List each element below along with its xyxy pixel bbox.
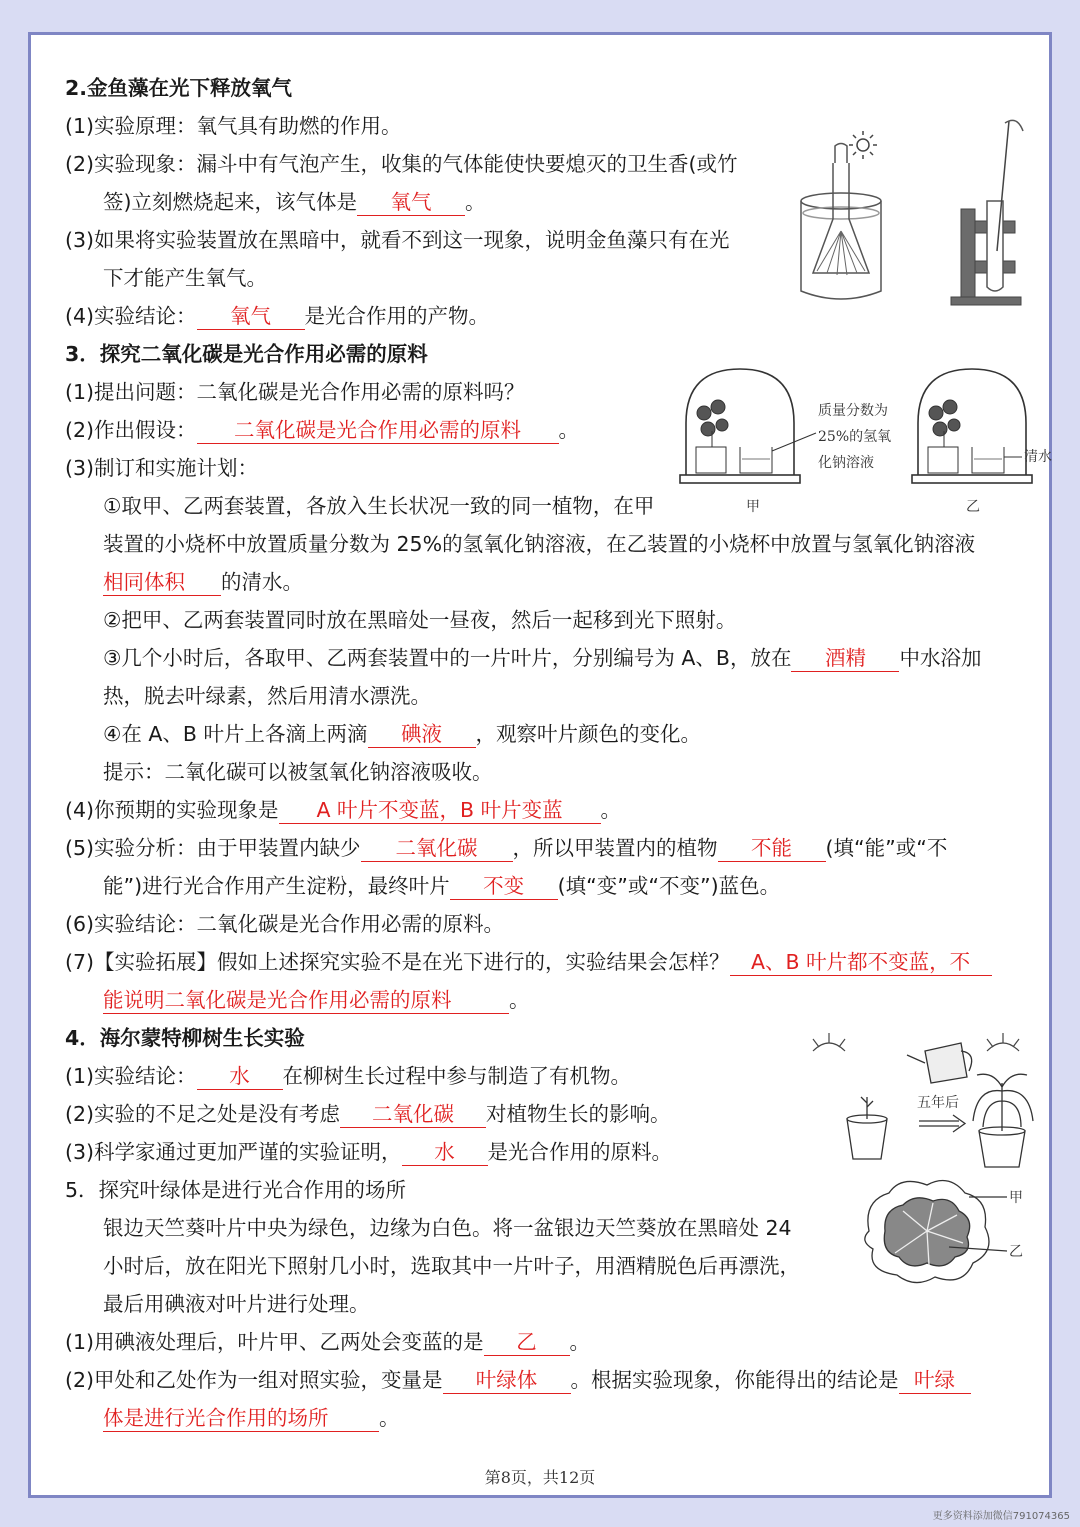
answer-conclusion-2: 体是进行光合作用的场所 bbox=[103, 1405, 379, 1432]
answer-oxygen-2: 氧气 bbox=[197, 303, 305, 330]
s3-conclusion: (6)实验结论：二氧化碳是光合作用必需的原料。 bbox=[65, 912, 505, 936]
sun-icon bbox=[849, 131, 877, 159]
answer-conclusion-1: 叶绿 bbox=[899, 1367, 971, 1394]
text: (填“能”或“不 bbox=[825, 836, 948, 860]
leaf-jia-label: 甲 bbox=[1009, 1190, 1023, 1206]
sunlight-icon bbox=[813, 1033, 1019, 1051]
s5-text-2: 小时后，放在阳光下照射几小时，选取其中一片叶子，用酒精脱色后再漂洗， bbox=[103, 1254, 800, 1278]
answer-hypothesis: 二氧化碳是光合作用必需的原料 bbox=[197, 417, 559, 444]
text: 的清水。 bbox=[221, 570, 303, 594]
text: ③几个小时后，各取甲、乙两套装置中的一片叶片，分别编号为 A、B，放在 bbox=[103, 646, 792, 670]
text: (2)作出假设： bbox=[65, 418, 197, 442]
fig-yi-label: 乙 bbox=[966, 499, 980, 515]
figure-hornwort-apparatus bbox=[791, 101, 1021, 311]
section-4-title: 4．海尔蒙特柳树生长实验 bbox=[65, 1026, 305, 1050]
text: (4)实验结论： bbox=[65, 304, 197, 328]
s3-step3-a bbox=[65, 639, 1015, 677]
answer-alcohol: 酒精 bbox=[791, 645, 899, 672]
text: 。 bbox=[509, 988, 530, 1012]
text: (3)科学家通过更加严谨的实验证明， bbox=[65, 1140, 402, 1164]
text: 。根据实验现象，你能得出的结论是 bbox=[570, 1368, 899, 1392]
s3-tip: 提示：二氧化碳可以被氢氧化钠溶液吸收。 bbox=[103, 760, 493, 784]
leaf-icon bbox=[865, 1181, 1007, 1283]
s2-principle: (1)实验原理：氧气具有助燃的作用。 bbox=[65, 114, 402, 138]
beaker-icon bbox=[801, 144, 881, 300]
text: 在柳树生长过程中参与制造了有机物。 bbox=[282, 1064, 632, 1088]
s3-step1-c bbox=[65, 563, 1015, 601]
figure-geranium-leaf bbox=[849, 1171, 1023, 1291]
text: (2)实验的不足之处是没有考虑 bbox=[65, 1102, 341, 1126]
text: (4)你预期的实验现象是 bbox=[65, 798, 279, 822]
s5-text-1: 银边天竺葵叶片中央为绿色，边缘为白色。将一盆银边天竺葵放在黑暗处 24 bbox=[103, 1216, 792, 1240]
section-2-title: 2.金鱼藻在光下释放氧气 bbox=[65, 76, 293, 100]
text: (1)用碘液处理后，叶片甲、乙两处会变蓝的是 bbox=[65, 1330, 484, 1354]
text: 中水浴加 bbox=[899, 646, 982, 670]
watering-can-icon bbox=[907, 1043, 972, 1083]
small-beaker-yi-icon bbox=[972, 447, 1022, 473]
test-tube-stand-icon bbox=[951, 209, 1021, 305]
fig-water-label: 清水 bbox=[1024, 449, 1052, 465]
answer-water-2: 水 bbox=[402, 1139, 488, 1166]
text: 对植物生长的影响。 bbox=[486, 1102, 671, 1126]
answer-co2-2: 二氧化碳 bbox=[340, 1101, 486, 1128]
text: 。 bbox=[379, 1406, 400, 1430]
answer-cannot: 不能 bbox=[718, 835, 826, 862]
text: (2)甲处和乙处作为一组对照实验，变量是 bbox=[65, 1368, 443, 1392]
s3-step3-b: 热，脱去叶绿素，然后用清水漂洗。 bbox=[103, 684, 431, 708]
text: 。 bbox=[558, 418, 580, 442]
answer-yi: 乙 bbox=[484, 1329, 570, 1356]
s3-plan: (3)制订和实施计划： bbox=[65, 456, 259, 480]
text: (7)【实验拓展】假如上述探究实验不是在光下进行的，实验结果会怎样？ bbox=[65, 950, 730, 974]
page-number: 第8页，共12页 bbox=[484, 1468, 596, 1487]
answer-water: 水 bbox=[197, 1063, 283, 1090]
leaf-yi-label: 乙 bbox=[1009, 1244, 1023, 1260]
willow-pot-icon bbox=[973, 1074, 1033, 1167]
s5-q2-b bbox=[65, 1399, 1015, 1437]
figure-willow bbox=[807, 1031, 1037, 1171]
s2-phenomenon-a: (2)实验现象：漏斗中有气泡产生，收集的气体能使快要熄灭的卫生香(或竹 bbox=[65, 152, 738, 176]
s3-analysis-a bbox=[65, 829, 1015, 867]
answer-extension-1: A、B 叶片都不变蓝，不 bbox=[730, 949, 992, 976]
s3-analysis-b bbox=[65, 867, 1015, 905]
text: 是光合作用的原料。 bbox=[487, 1140, 673, 1164]
s2-dark-a: (3)如果将实验装置放在黑暗中，就看不到这一现象，说明金鱼藻只有在光 bbox=[65, 228, 730, 252]
worksheet-page bbox=[28, 32, 1052, 1498]
text: (5)实验分析：由于甲装置内缺少 bbox=[65, 836, 361, 860]
text: 能”)进行光合作用产生淀粉，最终叶片 bbox=[103, 874, 450, 898]
section-5-title: 5．探究叶绿体是进行光合作用的场所 bbox=[65, 1178, 407, 1202]
fig-jia-label: 甲 bbox=[746, 499, 760, 515]
hornwort-plant-icon bbox=[817, 231, 865, 275]
text: (1)实验结论： bbox=[65, 1064, 197, 1088]
answer-chloroplast: 叶绿体 bbox=[443, 1367, 571, 1394]
plant-jia-icon bbox=[696, 400, 728, 473]
text: 。 bbox=[569, 1330, 591, 1354]
answer-oxygen: 氧气 bbox=[357, 189, 465, 216]
fig-label-2: 25%的氢氧 bbox=[818, 429, 892, 445]
answer-co2: 二氧化碳 bbox=[361, 835, 513, 862]
text: 是光合作用的产物。 bbox=[304, 304, 490, 328]
s3-expected bbox=[65, 791, 1015, 829]
answer-iodine: 碘液 bbox=[368, 721, 476, 748]
text: 。 bbox=[465, 190, 486, 214]
five-years-label: 五年后 bbox=[917, 1095, 959, 1111]
answer-extension-2: 能说明二氧化碳是光合作用必需的原料 bbox=[103, 987, 509, 1014]
fig-label-1: 质量分数为 bbox=[818, 403, 888, 419]
s3-extension-a bbox=[65, 943, 1015, 981]
text: ④在 A、B 叶片上各滴上两滴 bbox=[103, 722, 368, 746]
s3-step1-a: ①取甲、乙两套装置，各放入生长状况一致的同一植物，在甲 bbox=[103, 494, 655, 518]
text: (填“变”或“不变”)蓝色。 bbox=[557, 874, 781, 898]
s3-step1-b: 装置的小烧杯中放置质量分数为 25%的氢氧化钠溶液，在乙装置的小烧杯中放置与氢氧化钠溶液 bbox=[103, 532, 976, 556]
text: 。 bbox=[600, 798, 622, 822]
s2-dark-b: 下才能产生氧气。 bbox=[103, 266, 267, 290]
answer-unchanged: 不变 bbox=[450, 873, 558, 900]
s3-step4 bbox=[65, 715, 1015, 753]
s3-question: (1)提出问题：二氧化碳是光合作用必需的原料吗？ bbox=[65, 380, 525, 404]
text: ，所以甲装置内的植物 bbox=[512, 836, 718, 860]
watermark: 更多资料添加微信791074365 bbox=[932, 1511, 1070, 1522]
s5-text-3: 最后用碘液对叶片进行处理。 bbox=[103, 1292, 370, 1316]
figure-bell-jars bbox=[676, 363, 1052, 515]
text: ，观察叶片颜色的变化。 bbox=[475, 722, 701, 746]
s5-q2-a bbox=[65, 1361, 1015, 1399]
plant-yi-icon bbox=[928, 400, 960, 473]
section-3-title: 3．探究二氧化碳是光合作用必需的原料 bbox=[65, 342, 428, 366]
small-beaker-jia-icon bbox=[740, 433, 816, 473]
s5-q1 bbox=[65, 1323, 1015, 1361]
s3-step2: ②把甲、乙两套装置同时放在黑暗处一昼夜，然后一起移到光下照射。 bbox=[103, 608, 737, 632]
arrow-icon bbox=[919, 1115, 965, 1132]
text: 签)立刻燃烧起来，该气体是 bbox=[103, 190, 357, 214]
answer-expected: A 叶片不变蓝，B 叶片变蓝 bbox=[279, 797, 601, 824]
answer-same-volume: 相同体积 bbox=[103, 569, 221, 596]
sapling-pot-icon bbox=[847, 1097, 887, 1159]
s3-extension-b bbox=[65, 981, 1015, 1019]
fig-label-3: 化钠溶液 bbox=[818, 455, 874, 471]
